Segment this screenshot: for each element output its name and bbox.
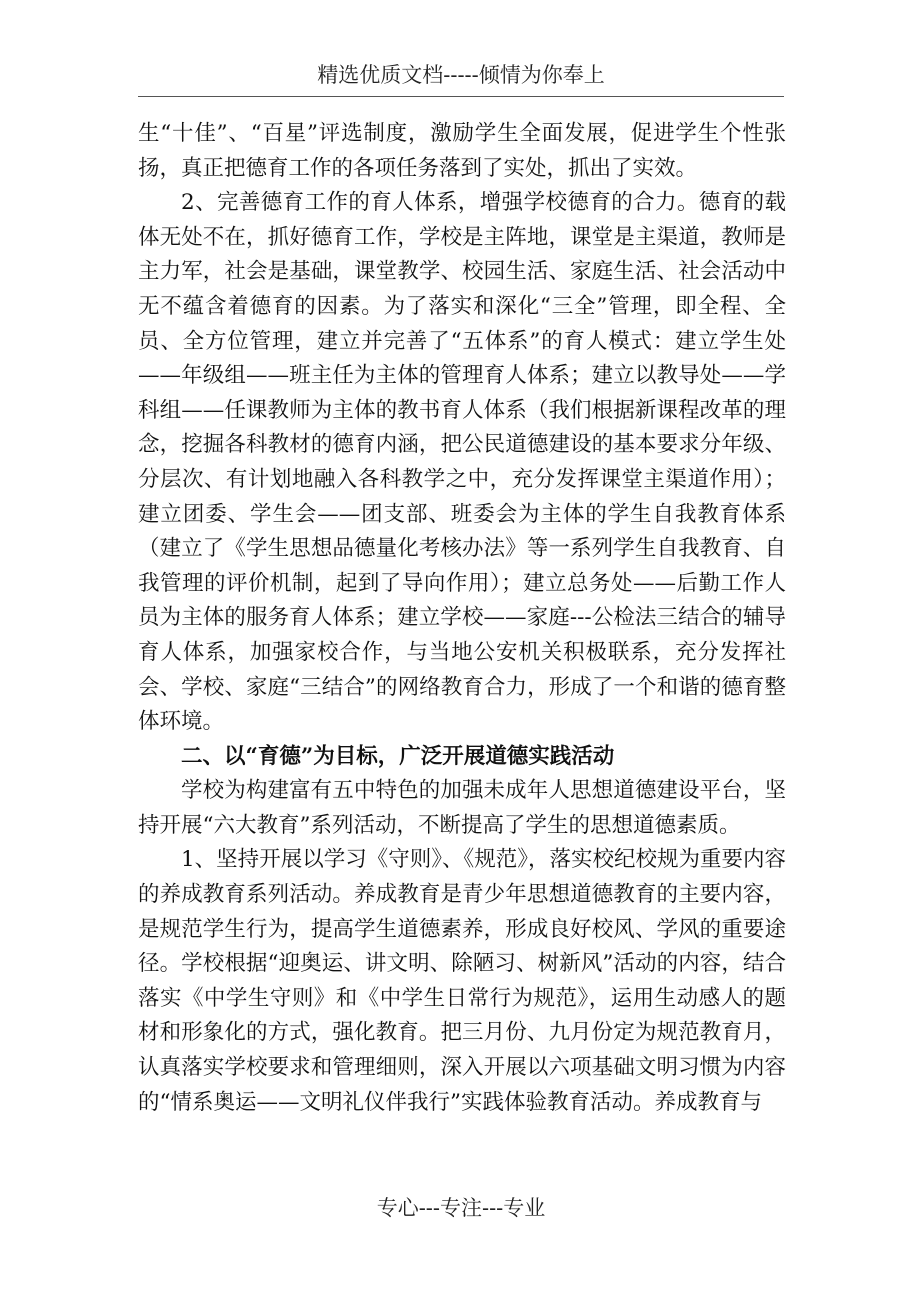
page-header: 精选优质文档-----倾情为你奉上 [317,63,605,87]
header-divider [138,96,784,97]
document-body [138,117,786,1120]
section-heading: 二、以“育德”为目标，广泛开展道德实践活动 [181,743,615,769]
paragraph-education-system: 2、完善德育工作的育人体系，增强学校德育的合力。德育的载体无处不在，抓好德育工作，学校是主阵地，课堂是主渠道，教师是主力军，社会是基础，课堂教学、校园生活、家庭生活、社会活动中无不蕴含着德育的因素。为了落实和深化“三全”管理，即全程、全员、全方位管理，建立并完善了“五体系”的育人模式：建立学生处——年级组——班主任为主体的管理育人体系；建立以教导处——学科组——任课教师为主体的教书育人体系（我们根据新课程改革的理念，挖掘各科教材的德育内涵，把公民道德建设的基本要求分年级、分层次、有计划地融入各科教学之中，充分发挥课堂主渠道作用）；建立团委、学生会——团支部、班委会为主体的学生自我教育体系（建立了《学生思想品德量化考核办法》等一系列学生自我教育、自我管理的评价机制，起到了导向作用）；建立总务处——后勤工作人员为主体的服务育人体系；建立学校——家庭---公检法三结合的辅导育人体系，加强家校合作，与当地公安机关积极联系，充分发挥社会、学校、家庭“三结合”的网络教育合力，形成了一个和谐的德育整体环境。 [138,190,786,735]
paragraph-habit-education: 1、坚持开展以学习《守则》、《规范》，落实校纪校规为重要内容的养成教育系列活动。养成教育是青少年思想道德教育的主要内容，是规范学生行为，提高学生道德素养，形成良好校风、学风的重要途径。学校根据“迎奥运、讲文明、除陋习、树新风”活动的内容，结合落实《中学生守则》和《中学生日常行为规范》，运用生动感人的题材和形象化的方式，强化教育。把三月份、九月份定为规范教育月，认真落实学校要求和管理细则，深入开展以六项基础文明习惯为内容的“情系奥运——文明礼仪伴我行”实践体验教育活动。养成教育与 [138,847,786,1115]
paragraph-six-education: 学校为构建富有五中特色的加强未成年人思想道德建设平台，坚持开展“六大教育”系列活动，不断提高了学生的思想道德素质。 [138,778,786,838]
page-footer: 专心---专注---专业 [376,1196,546,1220]
paragraph-continuation: 生“十佳”、“百星”评选制度，激励学生全面发展，促进学生个性张扬，真正把德育工作的各项任务落到了实处，抓出了实效。 [138,121,786,181]
